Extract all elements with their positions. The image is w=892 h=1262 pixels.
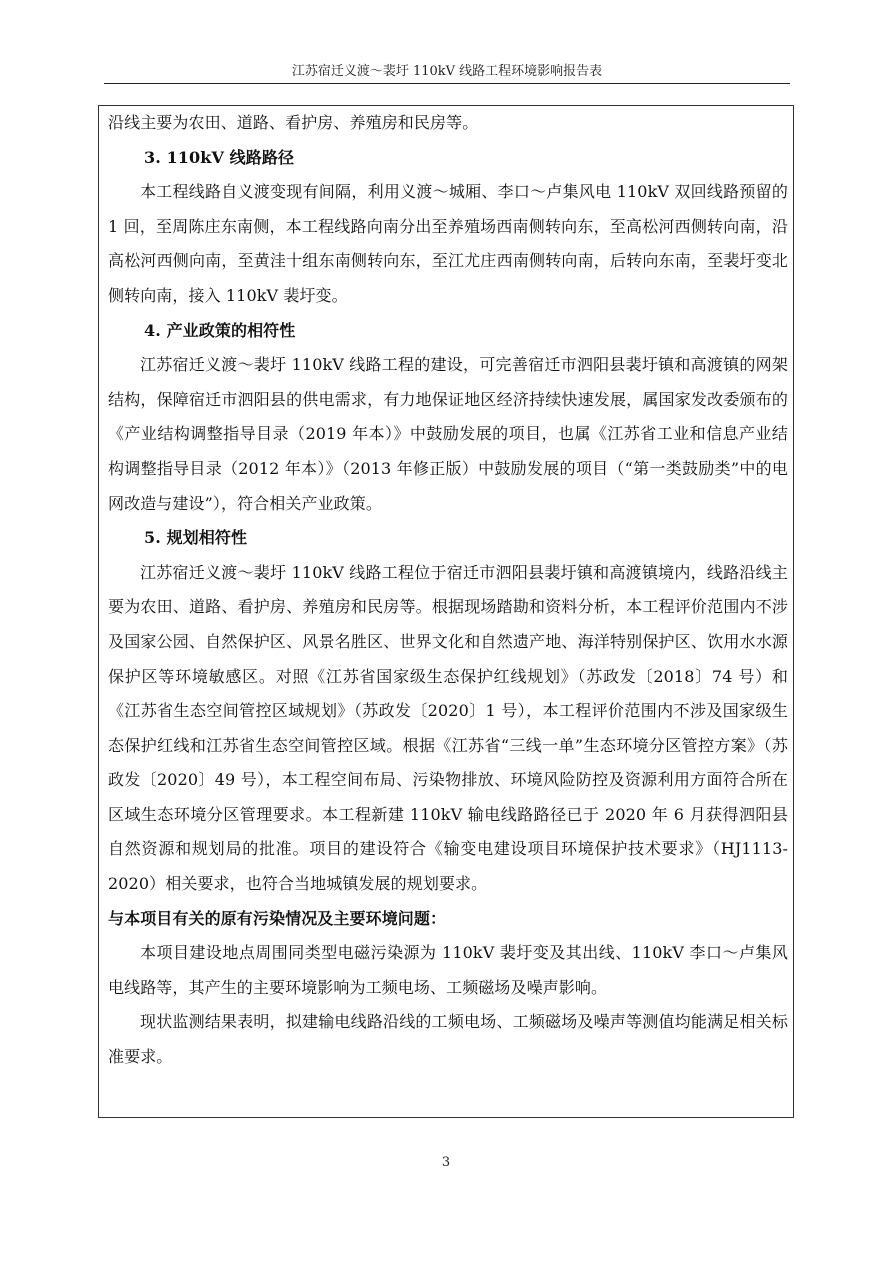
running-header: 江苏宿迁义渡～裴圩 110kV 线路工程环境影响报告表 — [291, 64, 603, 79]
paragraph-planning: 江苏宿迁义渡～裴圩 110kV 线路工程位于宿迁市泗阳县裴圩镇和高渡镇境内，线路沿线主要为农田、道路、看护房、养殖房和民房等。根据现场踏勘和资料分析，本工程评价范围内不涉及国家公园、自然保护区、风景名胜区、世界文化和自然遗产地、海洋特别保护区、饮用水水源保护区等环境敏感区。对照《江苏省国家级生态保护红线规划》（苏政发〔2018〕74 号）和《江苏省生态空间管控区域规划》（苏政发〔2020〕1 号），本工程评价范围内不涉及国家级生态保护红线和江苏省生态空间管控区域。根据《江苏省“三线一单”生态环境分区管控方案》（苏政发〔2020〕49 号），本工程空间布局、污染物排放、环境风险防控及资源利用方面符合所在区域生态环境分区管理要求。本工程新建 110kV 输电线路路径已于 2020 年 6 月获得泗阳县自然资源和规划局的批准。项目的建设符合《输变电建设项目环境保护技术要求》（HJ1113-2020）相关要求，也符合当地城镇发展的规划要求。 — [108, 562, 788, 894]
paragraph-policy: 江苏宿迁义渡～裴圩 110kV 线路工程的建设，可完善宿迁市泗阳县裴圩镇和高渡镇的网架结构，保障宿迁市泗阳县的供电需求，有力地保证地区经济持续快速发展，属国家发改委颁布的《产业结构调整指导目录（2019 年本）》中鼓励发展的项目，也属《江苏省工业和信息产业结构调整指导目录（2012 年本）》（2013 年修正版）中鼓励发展的项目（“第一类鼓励类”中的电网改造与建设”），符合相关产业政策。 — [108, 355, 788, 513]
paragraph-pollution-sources: 本项目建设地点周围同类型电磁污染源为 110kV 裴圩变及其出线、110kV 李口～卢集风电线路等，其产生的主要环境影响为工频电场、工频磁场及噪声影响。 — [108, 943, 788, 997]
paragraph-monitoring: 现状监测结果表明，拟建输电线路沿线的工频电场、工频磁场及噪声等测值均能满足相关标准要求。 — [108, 1012, 788, 1067]
document-body — [108, 106, 788, 1075]
section-heading-policy: 4. 产业政策的相符性 — [144, 320, 296, 340]
page-number: 3 — [441, 1155, 451, 1170]
section-title-pollution: 与本项目有关的原有污染情况及主要环境问题： — [108, 908, 447, 928]
section-heading-route: 3. 110kV 线路路径 — [144, 147, 295, 167]
section-heading-planning: 5. 规划相符性 — [144, 528, 248, 548]
continued-paragraph: 沿线主要为农田、道路、看护房、养殖房和民房等。 — [108, 113, 479, 132]
header-divider — [104, 83, 790, 84]
paragraph-route: 本工程线路自义渡变现有间隔，利用义渡～城厢、李口～卢集风电 110kV 双回线路预留的 1 回，至周陈庄东南侧，本工程线路向南分出至养殖场西南侧转向东，至高松河西侧转向南，沿高松河西侧向南，至黄洼十组东南侧转向东，至江尤庄西南侧转向南，后转向东南，至裴圩变北侧转向南，接入 110kV 裴圩变。 — [108, 182, 788, 305]
